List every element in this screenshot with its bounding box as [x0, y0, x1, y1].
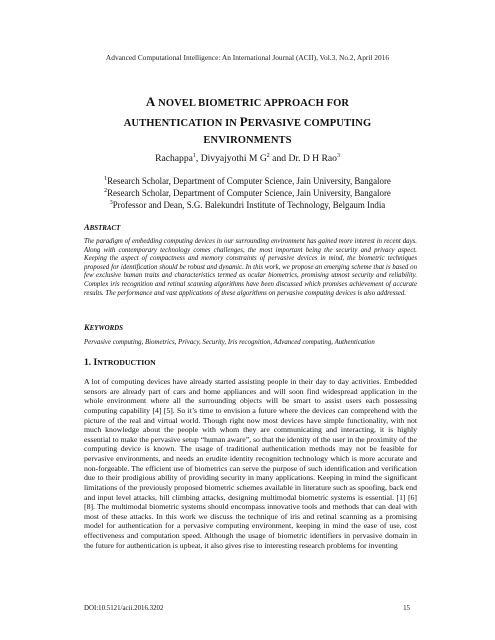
- affiliation-line: $^3$Professor and Dean, S.G. Balekundri Institute of Technology, Belgaum India: [109, 199, 386, 210]
- footer-doi: DOI:10.5121/acii.2016.3202: [84, 605, 164, 612]
- page-number: 15: [403, 605, 410, 612]
- author-name: Divyajyothi M G: [200, 153, 267, 164]
- abstract-heading: ABSTRACT: [84, 222, 121, 232]
- keywords-text: Pervasive computing, Biometrics, Privacy, Security, Iris recognition, Advanced computing, Authentication: [84, 339, 375, 346]
- author-name: Dr. D H Rao: [288, 153, 337, 164]
- affiliation-line: $^2$Research Scholar, Department of Computer Science, Jain University, Bangalore: [104, 187, 391, 198]
- introduction-text: A lot of computing devices have already started assisting people in their day to day activities. Embedded sensors are already part of cars and home appliances and will soon find widespread application in the whole environment where all the surrounding objects will be smart to assist users each possessing computing capability [4] [5]. So it’s time to envision a future where the devices can comprehend with the picture of the real and virtual world. Though right now most devices have simple functionality, with not much knowledge about the people with whom they are communicating and interacting, it is highly essential to make the pervasive setup “human aware”, so that the identity of the user in the proximity of the computing device is known. The usage of traditional authentication methods may not be feasible for pervasive environments, and needs an erudite identity recognition technology which is more accurate and non-forgeable. The efficient use of biometrics can serve the purpose of such identification and verification due to their prodigious ability of providing security in many applications. Keeping in mind the significant limitations of the previously proposed biometric schemes available in literature such as spoofing, back end and input level attacks, hill climbing attacks, designing multimodal biometric systems is essential. [1] [6] [8]. The multimodal biometric systems should encompass innovative tools and methods that can deal with most of these attacks. In this work we discuss the technique of iris and retinal scanning as a promising model for authentication for a pervasive computing environment, keeping in mind the ease of use, cost effectiveness and computation speed. Although the usage of biometric identifiers in pervasive domain in the future for authentication is upbeat, it also gives rise to interesting research problems for inventing: [84, 377, 417, 550]
- title-line-2: AUTHENTICATION IN PERVASIVE COMPUTING: [123, 113, 372, 129]
- paper-title: [60, 93, 435, 150]
- title-line-1: A NOVEL BIOMETRIC APPROACH FOR: [145, 94, 350, 109]
- author-name: Rachappa: [155, 153, 193, 164]
- introduction-heading: 1. INTRODUCTION: [84, 358, 156, 368]
- affiliation-line: $^1$Research Scholar, Department of Computer Science, Jain University, Bangalore: [104, 176, 391, 186]
- journal-running-head: Advanced Computational Intelligence: An International Journal (ACII), Vol.3, No.2, April 2016: [105, 53, 390, 62]
- abstract-text: The paradigm of embedding computing devices in our surrounding environment has gained more interest in recent days. Along with contemporary technology comes challenges, the most important being the security and privacy aspect. Keeping the aspect of compactness and memory constraints of pervasive devices in mind, the biometric techniques proposed for identification should be robust and dynamic. In this work, we propose an emerging scheme that is based on few exclusive human traits and characteristics termed as ocular biometrics, promising utmost security and reliability. Complex iris recognition and retinal scanning algorithms have been discussed which promises achievement of accurate results. The performance and vast applications of these algorithms on pervasive computing devices is also addressed.: [84, 238, 417, 297]
- author-list: Rachappa$^1$, Divyajyothi M $G^2$ and Dr. D H Rao$^3$: [155, 152, 340, 164]
- affiliation-list: [0, 176, 495, 211]
- keywords-heading: KEYWORDS: [84, 322, 123, 332]
- title-line-3: ENVIRONMENTS: [203, 135, 292, 146]
